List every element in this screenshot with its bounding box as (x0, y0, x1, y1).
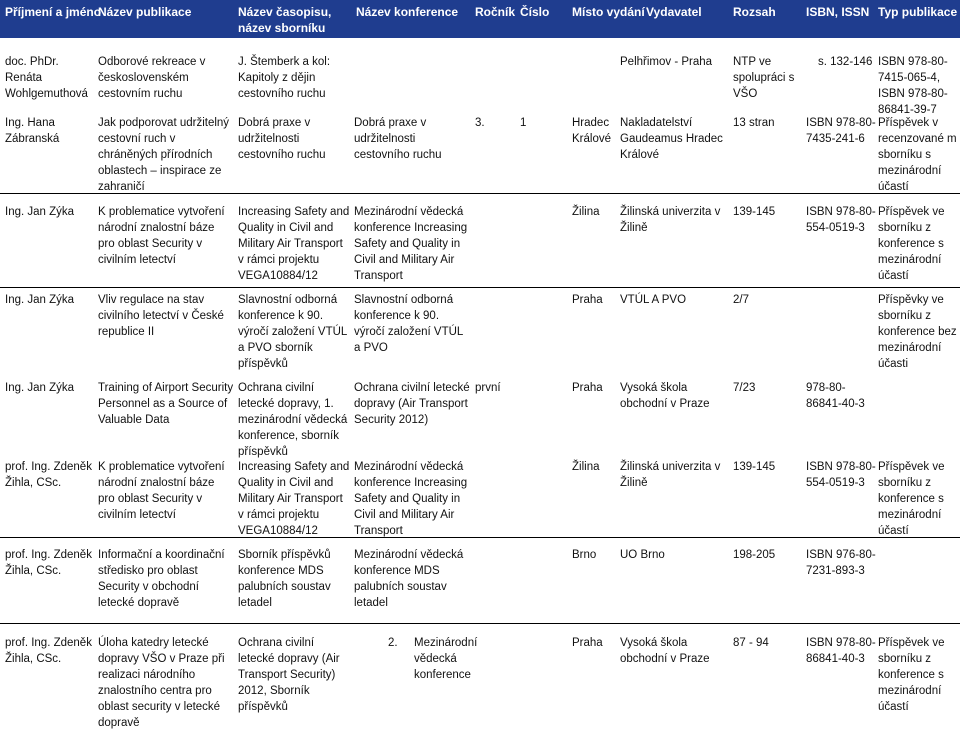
cell-isbn: ISBN 978-80-7435-241-6 (806, 117, 876, 145)
cell-name: Ing. Jan Zýka (5, 382, 75, 394)
cell-place: Pelhřimov - Praha (620, 56, 713, 68)
header-number: Číslo (520, 5, 550, 19)
table-row (0, 204, 960, 294)
cell-conference: Mezinárodní vědecká konference Increasing Safety and Quality in Civil and Military Air Transport (354, 206, 468, 282)
cell-journal: Dobrá praxe v udržitelnosti cestovního ruchu (238, 117, 326, 161)
cell-journal: Ochrana civilní letecké dopravy, 1. mezinárodní vědecká konference, sborník příspěvků (238, 382, 348, 458)
cell-type: Příspěvek ve sborníku z konference s mezinárodní účastí (878, 206, 945, 282)
cell-publisher: Žilinská univerzita v Žilině (620, 206, 721, 234)
cell-name: prof. Ing. Zdeněk Žihla, CSc. (5, 461, 92, 489)
cell-number: Mezinárodní vědecká konference (414, 637, 478, 681)
header-journal: Název časopisu, název sborníku (238, 5, 332, 35)
cell-range: 198-205 (733, 549, 776, 561)
table-header (0, 0, 960, 38)
cell-range: 2/7 (733, 294, 749, 306)
cell-place: Hradec Králové (572, 117, 611, 145)
cell-place: Žilina (572, 461, 600, 473)
row-divider (0, 193, 960, 194)
header-type: Typ publikace (878, 5, 958, 19)
cell-publisher: Vysoká škola obchodní v Praze (620, 382, 710, 410)
cell-publication: K problematice vytvoření národní znalostní báze pro oblast Security v civilním letectví (98, 461, 225, 521)
cell-journal: J. Štemberk a kol: Kapitoly z dějin cestovního ruchu (238, 56, 331, 100)
cell-range: 87 - 94 (733, 637, 769, 649)
row-divider (0, 623, 960, 624)
cell-publisher: Nakladatelství Gaudeamus Hradec Králové (620, 117, 723, 161)
cell-range: 13 stran (733, 117, 775, 129)
cell-range: s. 132-146 (818, 56, 873, 68)
cell-isbn: ISBN 976-80-7231-893-3 (806, 549, 876, 577)
cell-publisher: UO Brno (620, 549, 665, 561)
cell-publisher: VTÚL A PVO (620, 294, 687, 306)
cell-publication: Úloha katedry letecké dopravy VŠO v Praze při realizaci národního znalostního centra pro oblast security v letecké dopravě (98, 637, 225, 729)
cell-publisher: NTP ve spolupráci s VŠO (733, 56, 795, 100)
cell-journal: Sborník příspěvků konference MDS palubních soustav letadel (238, 549, 331, 609)
header-year: Ročník (475, 5, 516, 19)
cell-place: Žilina (572, 206, 600, 218)
cell-publisher: Vysoká škola obchodní v Praze (620, 637, 710, 665)
header-place: Místo vydání (572, 5, 645, 19)
cell-journal: Slavnostní odborná konference k 90. výročí založení VTÚL a PVO sborník příspěvků (238, 294, 347, 370)
cell-type: Příspěvek ve sborníku z konference s mezinárodní účastí (878, 637, 945, 713)
cell-place: Praha (572, 637, 603, 649)
cell-publication: K problematice vytvoření národní znalostní báze pro oblast Security v civilním letectví (98, 206, 225, 266)
table-body (0, 38, 960, 728)
cell-isbn: ISBN 978-80-554-0519-3 (806, 461, 876, 489)
cell-publisher: Žilinská univerzita v Žilině (620, 461, 721, 489)
cell-type: Příspěvek v recenzované m sborníku s mezinárodní účastí (878, 117, 957, 193)
cell-range: 139-145 (733, 461, 776, 473)
cell-journal: Increasing Safety and Quality in Civil and Military Air Transport v rámci projektu VEGA10884/12 (238, 461, 350, 537)
cell-conference: Mezinárodní vědecká konference Increasing Safety and Quality in Civil and Military Air Transport (354, 461, 468, 537)
table-row (0, 635, 960, 728)
cell-publication: Training of Airport Security Personnel as a Source of Valuable Data (98, 382, 234, 426)
header-conference: Název konference (356, 5, 459, 19)
cell-type: Příspěvky ve sborníku z konference bez mezinárodní účasti (878, 294, 957, 370)
header-isbn: ISBN, ISSN (806, 5, 870, 19)
header-range: Rozsah (733, 5, 776, 19)
cell-conference: Dobrá praxe v udržitelnosti cestovního ruchu (354, 117, 442, 161)
cell-year: 2. (388, 637, 398, 649)
cell-conference: Mezinárodní vědecká konference MDS palubních soustav letadel (354, 549, 464, 609)
header-name: Příjmení a jméno (5, 5, 102, 19)
table-row (0, 547, 960, 627)
cell-type: Příspěvek ve sborníku z konference s mezinárodní účastí (878, 461, 945, 537)
header-publisher: Vydavatel (646, 5, 702, 19)
cell-name: prof. Ing. Zdeněk Žihla, CSc. (5, 549, 92, 577)
row-divider (0, 287, 960, 288)
cell-year: 3. (475, 117, 485, 129)
cell-conference: Ochrana civilní letecké dopravy (Air Transport Security 2012) (354, 382, 470, 426)
cell-isbn: 978-80-86841-40-3 (806, 382, 865, 410)
cell-conference: Slavnostní odborná konference k 90. výročí založení VTÚL a PVO (354, 294, 463, 354)
cell-year: první (475, 382, 501, 394)
cell-isbn: ISBN 978-80-86841-40-3 (806, 637, 876, 665)
cell-isbn: ISBN 978-80-554-0519-3 (806, 206, 876, 234)
cell-name: prof. Ing. Zdeněk Žihla, CSc. (5, 637, 92, 665)
table-row-group (0, 292, 960, 562)
cell-publication: Vliv regulace na stav civilního letectví v České republice II (98, 294, 224, 338)
header-publication: Název publikace (98, 5, 192, 19)
cell-place: Praha (572, 294, 603, 306)
cell-range: 139-145 (733, 206, 776, 218)
cell-publication: Jak podporovat udržitelný cestovní ruch v chráněných přírodních oblastech – inspirace ze zahraničí (98, 117, 230, 193)
cell-name: Ing. Jan Zýka (5, 294, 75, 306)
row-divider (0, 537, 960, 538)
cell-journal: Ochrana civilní letecké dopravy (Air Transport Security) 2012, Sborník příspěvků (238, 637, 340, 713)
table-row-group (0, 54, 960, 193)
cell-number: 1 (520, 117, 527, 129)
cell-name: Ing. Jan Zýka (5, 206, 75, 218)
cell-range: 7/23 (733, 382, 756, 394)
cell-isbn: ISBN 978-80-7415-065-4, ISBN 978-80-86841-39-7 (878, 56, 948, 116)
cell-place: Brno (572, 549, 597, 561)
cell-name: doc. PhDr. Renáta Wohlgemuthová (5, 56, 88, 100)
cell-publication: Informační a koordinační středisko pro oblast Security v obchodní letecké dopravě (98, 549, 225, 609)
cell-journal: Increasing Safety and Quality in Civil and Military Air Transport v rámci projektu VEGA10884/12 (238, 206, 350, 282)
cell-publication: Odborové rekreace v československém cestovním ruchu (98, 56, 206, 100)
cell-name: Ing. Hana Zábranská (5, 117, 60, 145)
cell-place: Praha (572, 382, 603, 394)
